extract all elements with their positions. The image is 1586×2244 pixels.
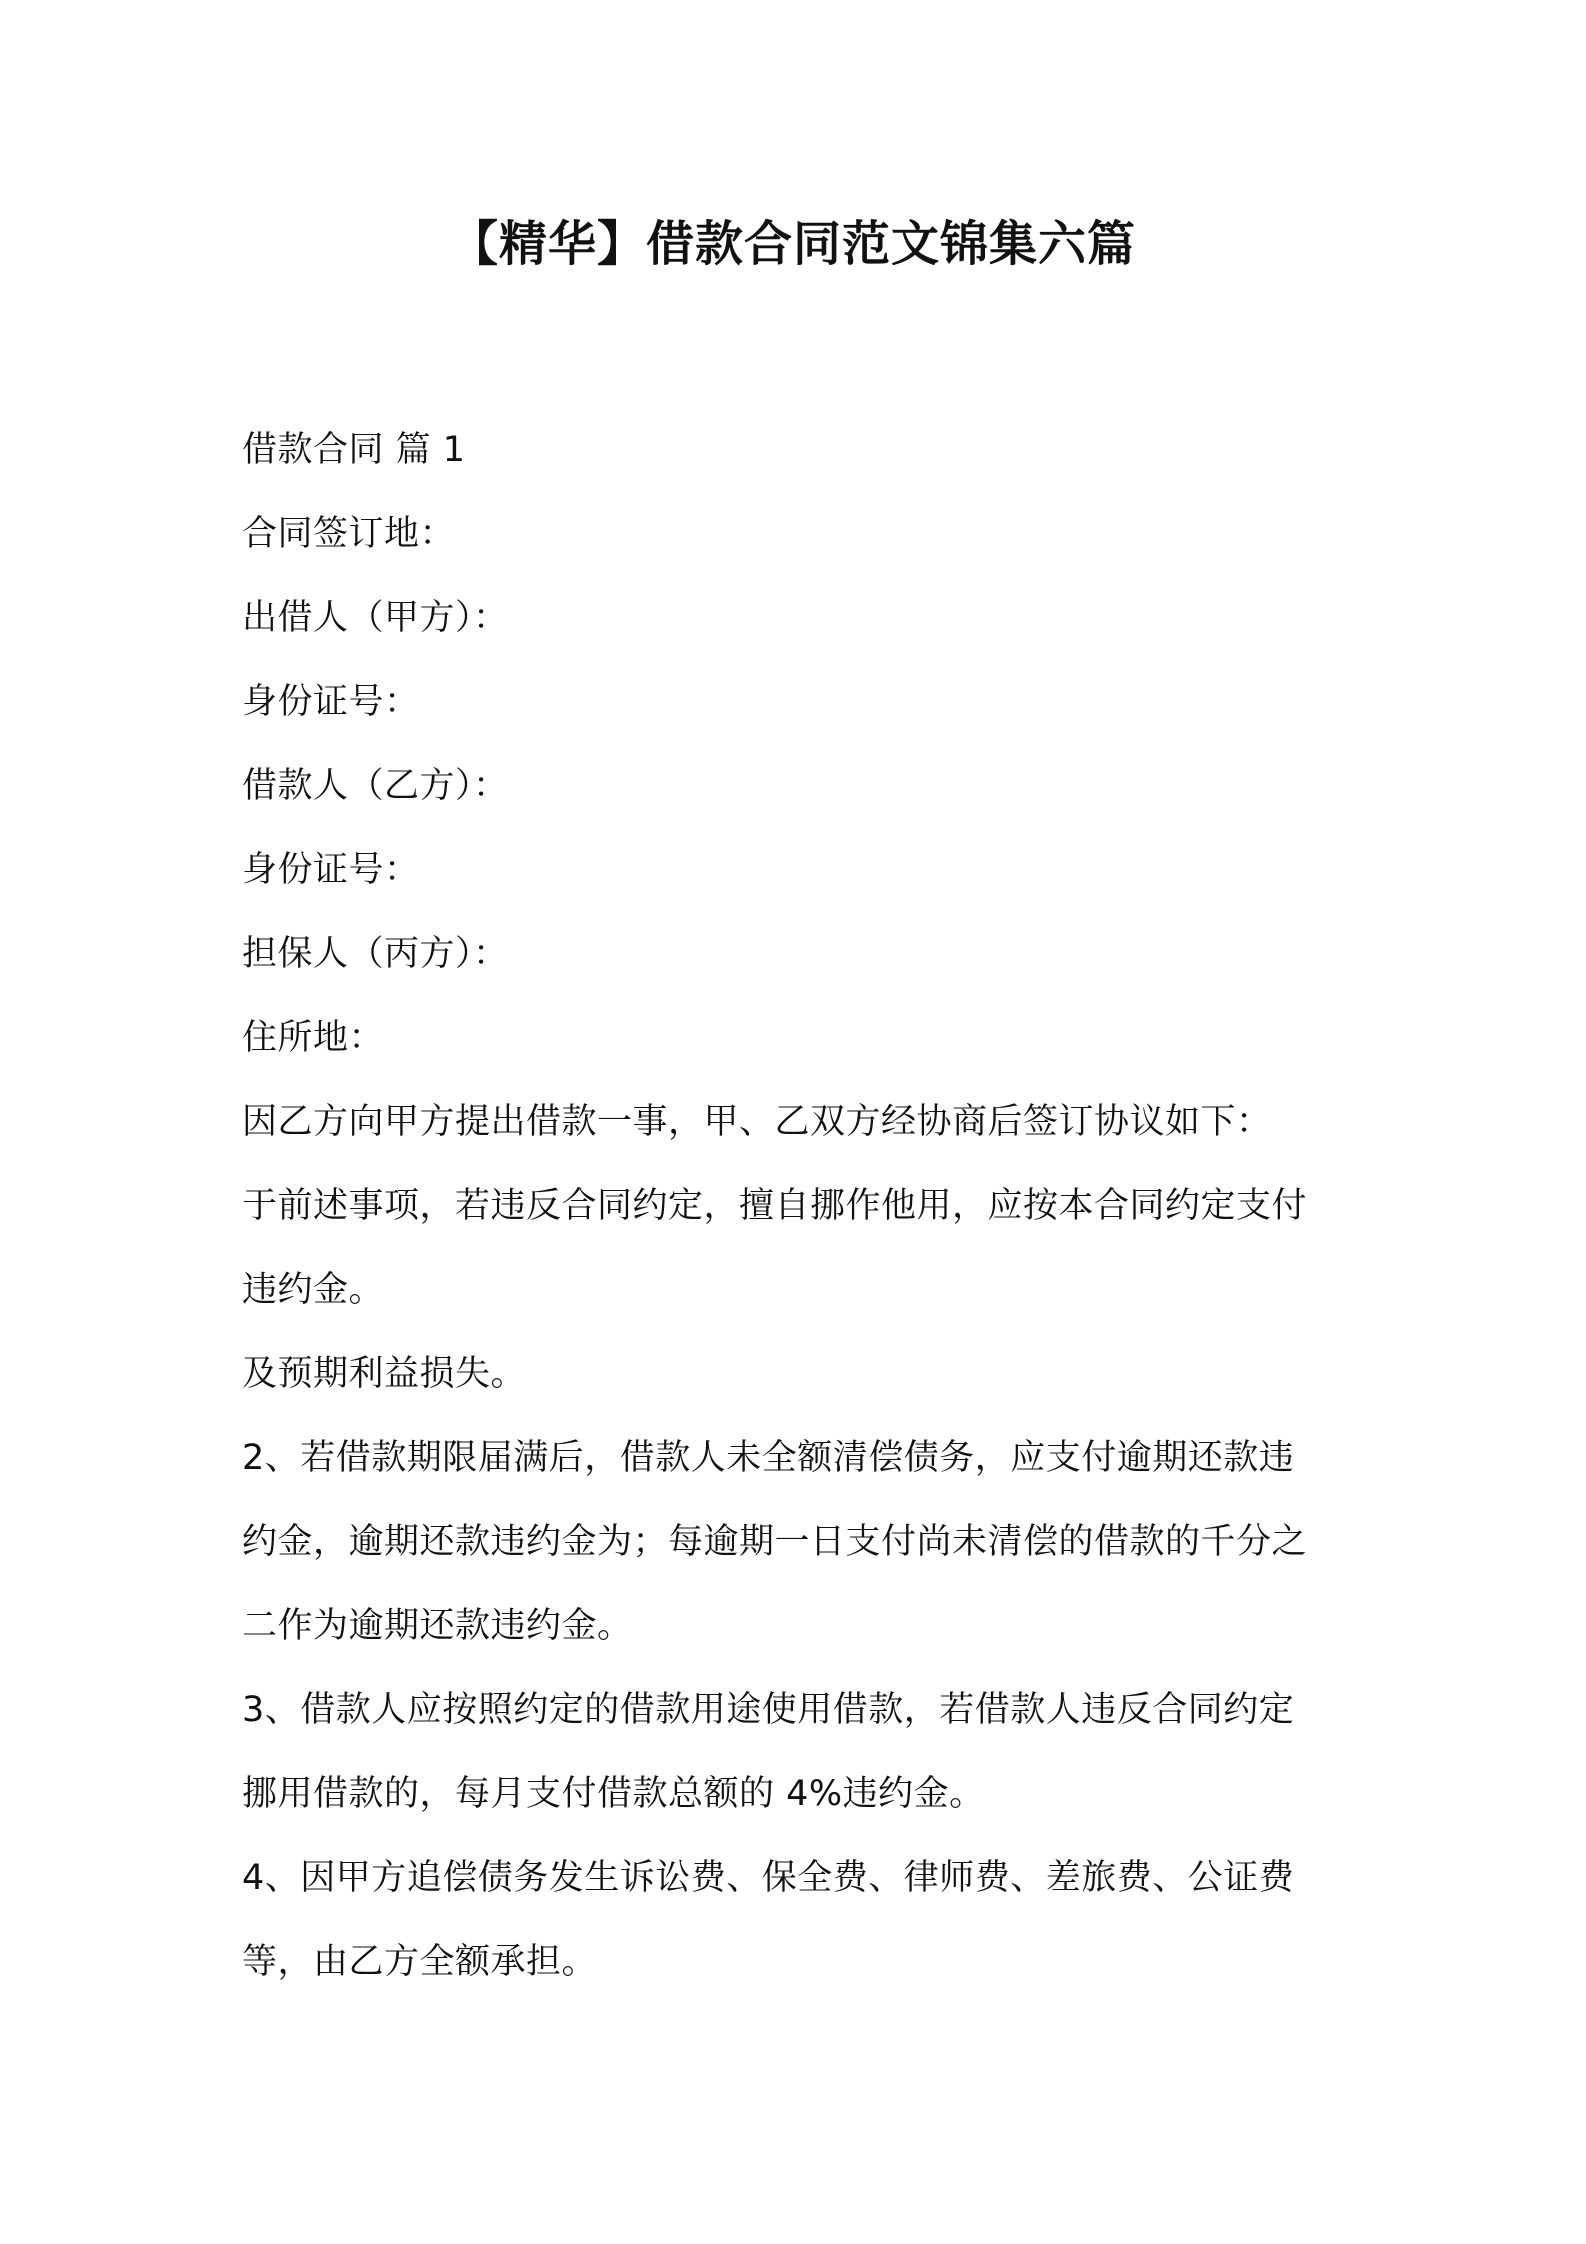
guarantor-field: 担保人（丙方）： xyxy=(242,934,509,974)
clause-3-line: 挪用借款的，每月支付借款总额的 4%违约金。 xyxy=(242,1774,985,1814)
signing-place-field: 合同签订地： xyxy=(242,514,456,554)
clause-2-line: 约金，逾期还款违约金为；每逾期一日支付尚未清偿的借款的千分之 xyxy=(242,1522,1308,1562)
clause-2-line: 二作为逾期还款违约金。 xyxy=(242,1606,633,1646)
paragraph-line: 违约金。 xyxy=(242,1270,385,1310)
clause-3-line: 3、借款人应按照约定的借款用途使用借款，若借款人违反合同约定 xyxy=(242,1690,1295,1730)
lender-id-field: 身份证号： xyxy=(242,682,420,722)
address-field: 住所地： xyxy=(242,1018,385,1058)
contract-heading: 借款合同 篇 1 xyxy=(242,430,466,470)
borrower-field: 借款人（乙方）： xyxy=(242,766,509,806)
paragraph-line: 及预期利益损失。 xyxy=(242,1354,527,1394)
lender-field: 出借人（甲方）： xyxy=(242,598,509,638)
document-title: 【精华】借款合同范文锦集六篇 xyxy=(449,216,1136,272)
clause-2-line: 2、若借款期限届满后，借款人未全额清偿债务，应支付逾期还款违 xyxy=(242,1438,1295,1478)
document-body xyxy=(242,408,1357,2004)
clause-4-line: 4、因甲方追偿债务发生诉讼费、保全费、律师费、差旅费、公证费 xyxy=(242,1858,1295,1898)
paragraph-line: 于前述事项，若违反合同约定，擅自挪作他用，应按本合同约定支付 xyxy=(242,1186,1308,1226)
borrower-id-field: 身份证号： xyxy=(242,850,420,890)
clause-4-line: 等，由乙方全额承担。 xyxy=(242,1942,598,1982)
agreement-intro: 因乙方向甲方提出借款一事，甲、乙双方经协商后签订协议如下： xyxy=(242,1102,1272,1142)
